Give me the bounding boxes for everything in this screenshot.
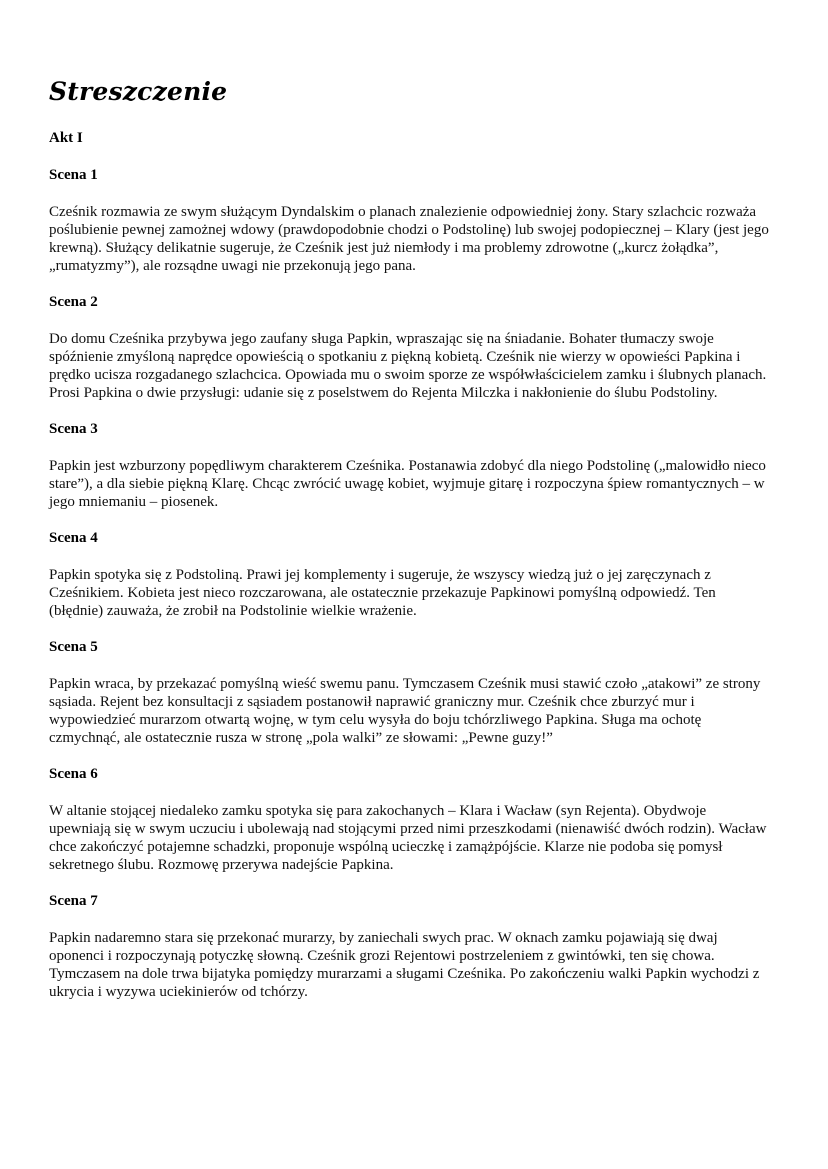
scene-paragraph: Papkin spotyka się z Podstoliną. Prawi jej komplementy i sugeruje, że wszyscy wiedzą już o jej zaręczynach z Cześnikiem. Kobieta jest nieco rozczarowana, ale ostatecznie przekazuje Papkinowi pomyślną odpowiedź. Ten (błędnie) zauważa, że zrobił na Podstolinie wielkie wrażenie. (49, 567, 716, 619)
scene-heading: Scena 6 (49, 766, 98, 782)
scene-paragraph: Papkin jest wzburzony popędliwym charakterem Cześnika. Postanawia zdobyć dla niego Podstolinę („malowidło nieco stare”), a dla siebie piękną Klarę. Chcąc zwrócić uwagę kobiet, wyjmuje gitarę i rozpoczyna śpiew romantycznych – w jego mniemaniu – piosenek. (49, 458, 766, 510)
scene-4 (49, 528, 771, 620)
scene-paragraph: Papkin nadaremno stara się przekonać murarzy, by zaniechali swych prac. W oknach zamku pojawiają się dwaj oponenci i rozpoczynają potyczkę słowną. Cześnik grozi Rejentowi postrzeleniem z gwintówki, ten się chowa. Tymczasem na dole trwa bijatyka pomiędzy murarzami a sługami Cześnika. Po zakończeniu walki Papkin wychodzi z ukrycia i wyzywa uciekinierów od tchórzy. (49, 930, 760, 1000)
scene-2 (49, 292, 771, 402)
scene-paragraph: Do domu Cześnika przybywa jego zaufany sługa Papkin, wpraszając się na śniadanie. Bohater tłumaczy swoje spóźnienie zmyśloną naprędce opowieścią o spotkaniu z piękną kobietą. Cześnik nie wierzy w opowieści Papkina i prędko ucisza rozgadanego szlachcica. Opowiada mu o swoim sporze ze współwłaścicielem zamku i ślubnych planach. Prosi Papkina o dwie przysługi: udanie się z poselstwem do Rejenta Milczka i nakłonienie do ślubu Podstoliny. (49, 331, 767, 401)
page-title: Streszczenie (49, 77, 228, 106)
act-heading: Akt I (49, 130, 83, 146)
scene-heading: Scena 5 (49, 639, 98, 655)
document-body (49, 128, 771, 1018)
scene-paragraph: Cześnik rozmawia ze swym służącym Dyndalskim o planach znalezienie odpowiedniej żony. Stary szlachcic rozważa poślubienie pewnej zamożnej wdowy (prawdopodobnie chodzi o Podstolinę) lub swojej podopiecznej – Klary (jest jego krewną). Służący delikatnie sugeruje, że Cześnik jest już niemłody i ma problemy zdrowotne („kurcz żołądka”, „rumatyzmy”), ale rozsądne uwagi nie przekonują jego pana. (49, 204, 769, 274)
scene-6 (49, 764, 771, 874)
scene-3 (49, 419, 771, 511)
scene-7 (49, 891, 771, 1001)
scene-heading: Scena 4 (49, 530, 98, 546)
scene-paragraph: W altanie stojącej niedaleko zamku spotyka się para zakochanych – Klara i Wacław (syn Rejenta). Obydwoje upewniają się w swym uczuciu i ubolewają nad stojącymi przed nimi przeszkodami (nienawiść dwóch rodzin). Wacław chce zakończyć potajemne schadzki, proponuje wspólną ucieczkę i zamążpójście. Klarze nie podoba się pomysł sekretnego ślubu. Rozmowę przerywa nadejście Papkina. (49, 803, 767, 873)
scene-1 (49, 165, 771, 275)
scene-heading: Scena 2 (49, 294, 98, 310)
scene-heading: Scena 1 (49, 167, 98, 183)
scene-heading: Scena 3 (49, 421, 98, 437)
scene-heading: Scena 7 (49, 893, 98, 909)
scene-5 (49, 637, 771, 747)
scene-paragraph: Papkin wraca, by przekazać pomyślną wieść swemu panu. Tymczasem Cześnik musi stawić czoło „atakowi” ze strony sąsiada. Rejent bez konsultacji z sąsiadem postanowił naprawić graniczny mur. Cześnik chce zburzyć mur i wypowiedzieć murarzom otwartą wojnę, w tym celu wysyła do boju tchórzliwego Papkina. Sługa ma ochotę czmychnąć, ale ostatecznie rusza w stronę „pola walki” ze słowami: „Pewne guzy!” (49, 676, 761, 746)
